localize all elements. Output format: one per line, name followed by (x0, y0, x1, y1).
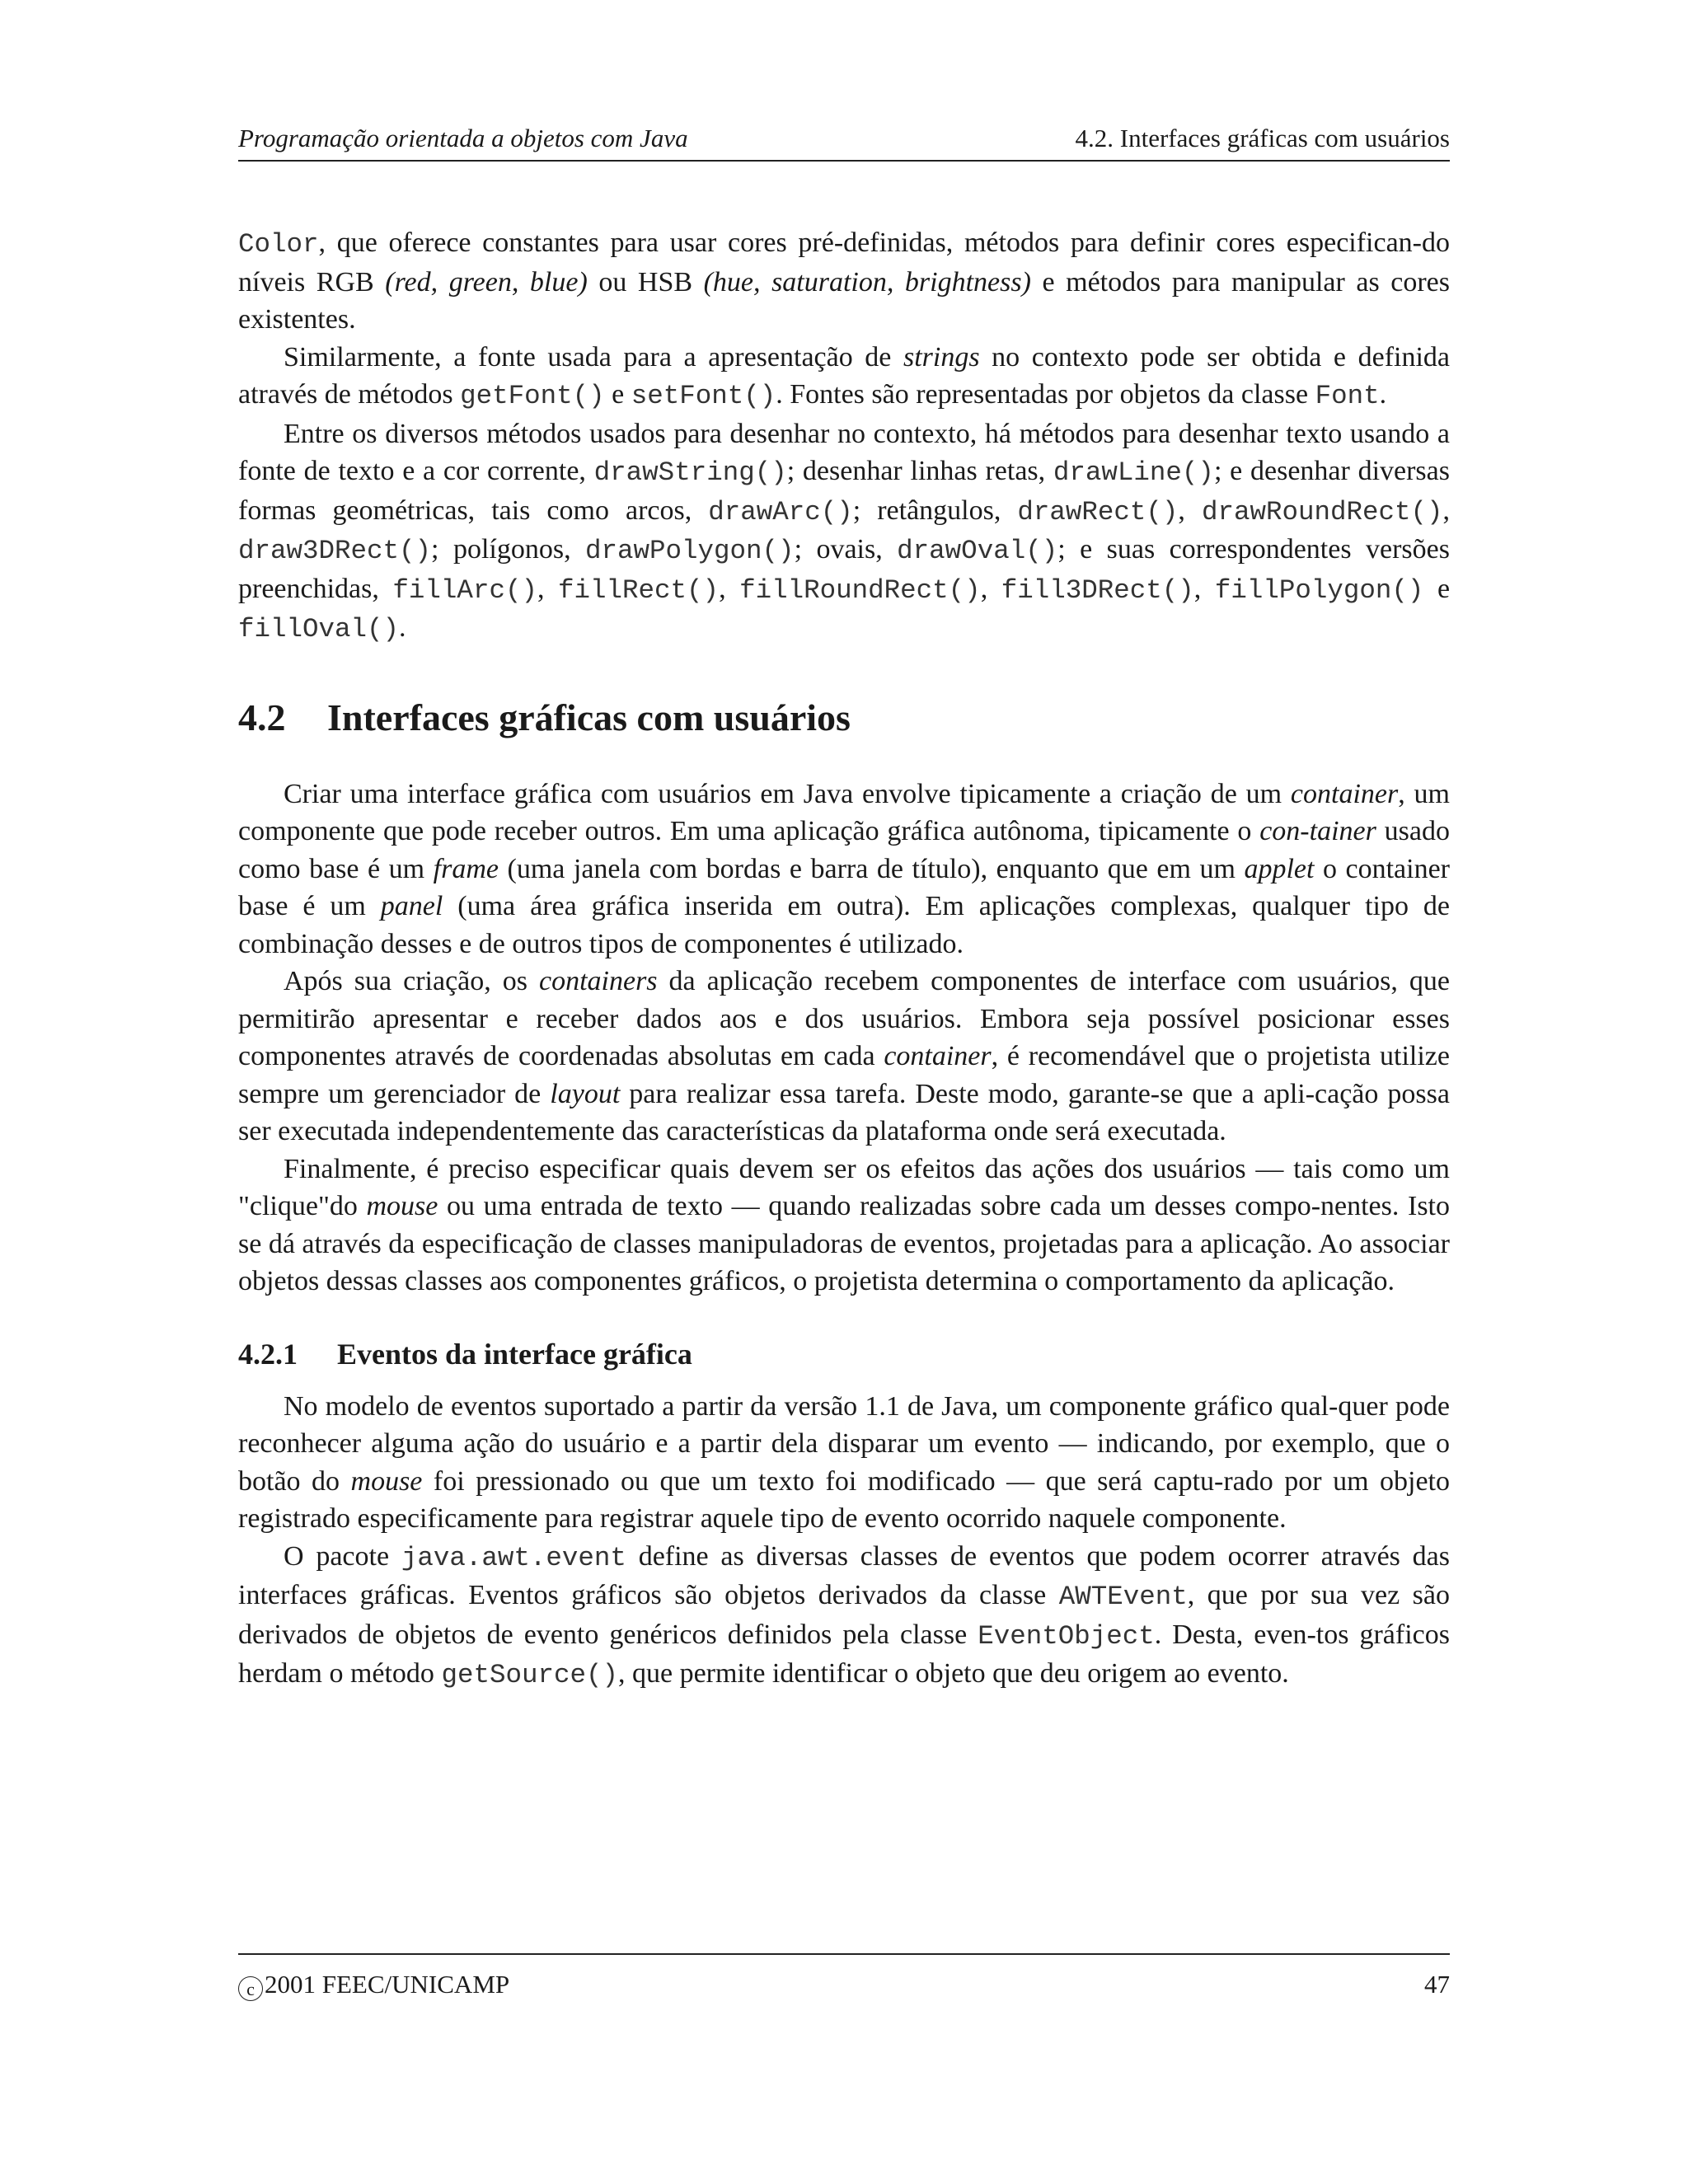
emphasis: container (1290, 778, 1399, 809)
code: drawRoundRect() (1201, 496, 1443, 527)
code: EventObject (978, 1620, 1155, 1652)
text: , (980, 573, 1001, 604)
text: , (537, 573, 559, 604)
text: ; retângulos, (852, 494, 1018, 526)
text: e métodos para manipular as cores existentes. (238, 266, 1451, 335)
text: Similarmente, a fonte usada para a apresentação de (284, 341, 903, 373)
text: , que oferece constantes para usar cores pré-definidas, métodos para definir cores especifican-do níveis RGB (238, 227, 1450, 298)
emphasis: strings (903, 341, 980, 373)
text: e (604, 379, 631, 410)
paragraph-events-intro (238, 1151, 1450, 1301)
emphasis: containers (539, 966, 658, 996)
text: ou uma entrada de texto — quando realizadas sobre cada um desses compo-nentes. Isto se dá através da especificação de classes manipuladoras de eventos, projetadas para a aplicação. Ao associar objetos dessas classes aos componentes gráficos, o projetista determina o comportamento da aplicação. (238, 1191, 1450, 1296)
code: fill3DRect() (1001, 574, 1194, 606)
paragraph-color (238, 224, 1450, 339)
subsection-number: 4.2.1 (238, 1337, 298, 1371)
text: , que por sua vez são derivados de objetos de evento genéricos definidos pela classe (238, 1580, 1450, 1650)
text: (uma área gráfica inserida em outra). Em aplicações complexas, qualquer tipo de combinação desses e de outros tipos de componentes é utilizado. (238, 891, 1450, 959)
header-section-title: 4.2. Interfaces gráficas com usuários (1075, 124, 1450, 152)
emphasis: applet (1244, 853, 1315, 884)
paragraph-font (238, 339, 1450, 415)
text: . Desta, even-tos gráficos herdam o método (238, 1619, 1450, 1689)
text: ; e desenhar diversas formas geométricas, tais como arcos, (238, 456, 1450, 526)
text: , (1442, 494, 1450, 526)
text: . (1379, 379, 1387, 410)
code: drawString() (593, 457, 787, 488)
text: Entre os diversos métodos usados para desenhar no contexto, há métodos para desenhar texto usando a fonte de texto e a cor corrente, (238, 418, 1450, 486)
paragraph-awt-event (238, 1538, 1450, 1694)
code: getFont() (460, 381, 605, 411)
text: Criar uma interface gráfica com usuários em Java envolve tipicamente a criação de um (284, 778, 1291, 809)
text: . (399, 612, 406, 643)
text: foi pressionado ou que um texto foi modificado — que será captu-rado por um objeto registrado especificamente para registrar aquele tipo de evento ocorrido naquele componente. (238, 1465, 1450, 1534)
text: . Fontes são representadas por objetos da classe (776, 379, 1315, 410)
text: ; ovais, (794, 534, 898, 565)
code: fillRect() (558, 574, 720, 606)
text: No modelo de eventos suportado a partir da versão 1.1 de Java, um componente gráfico qual-quer pode reconhecer alguma ação do usuário e a partir dela disparar um evento — indicando, por exemplo, que o botão do (238, 1390, 1450, 1497)
code: setFont() (631, 381, 776, 411)
code: fillRoundRect() (739, 574, 981, 606)
code: java.awt.event (401, 1542, 626, 1573)
text: Finalmente, é preciso especificar quais devem ser os efeitos das ações dos usuários — tais como um "clique"do (238, 1153, 1450, 1221)
subsection-title: Eventos da interface gráfica (337, 1337, 692, 1371)
code: Font (1315, 381, 1380, 411)
text: usado como base é um (238, 816, 1450, 884)
text: O pacote (284, 1540, 401, 1572)
code: drawLine() (1053, 457, 1214, 488)
text: ; desenhar linhas retas, (786, 456, 1053, 486)
text: (uma janela com bordas e barra de título), enquanto que em um (498, 853, 1245, 884)
section-heading (238, 695, 1450, 741)
text: ou HSB (587, 266, 704, 298)
paragraph-container (238, 776, 1450, 963)
code: fillPolygon() (1214, 574, 1424, 606)
section-title: Interfaces gráficas com usuários (327, 696, 851, 738)
emphasis: con-tainer (1259, 816, 1376, 846)
emphasis: mouse (350, 1465, 423, 1497)
footer-copyright-text: 2001 FEEC/UNICAMP (265, 1970, 510, 1999)
running-header (238, 120, 1450, 162)
text: no contexto pode ser obtida e definida através de métodos (238, 341, 1451, 410)
text: para realizar essa tarefa. Deste modo, garante-se que a apli-cação possa ser executada independentemente das características da plataforma onde será executada. (238, 1078, 1450, 1146)
text: da aplicação recebem componentes de interface com usuários, que permitirão apresentar e receber dados aos e dos usuários. Embora seja possível posicionar esses componentes através de coordenadas absolutas em cada (238, 966, 1450, 1071)
text: ; polígonos, (431, 534, 586, 565)
text: , um componente que pode receber outros. Em uma aplicação gráfica autônoma, tipicamente o (238, 778, 1450, 846)
code: drawArc() (708, 496, 853, 527)
text: , é recomendável que o projetista utilize sempre um gerenciador de (238, 1041, 1450, 1109)
code: fillArc() (392, 574, 537, 606)
text: Após sua criação, os (284, 966, 539, 996)
emphasis: (hue, saturation, brightness) (703, 266, 1031, 298)
code: drawOval() (897, 536, 1058, 566)
code: fillOval() (238, 614, 400, 644)
section-number: 4.2 (238, 696, 286, 738)
paragraph-event-model (238, 1388, 1450, 1538)
text: , (1178, 494, 1202, 526)
code: draw3DRect() (238, 536, 432, 566)
code: drawPolygon() (585, 536, 795, 566)
text: ; e suas correspondentes versões preenchidas, (238, 534, 1450, 604)
document-page (238, 0, 1450, 2184)
text: , (719, 573, 740, 604)
paragraph-layout (238, 963, 1450, 1151)
header-book-title: Programação orientada a objetos com Java (238, 124, 688, 152)
text: , (1193, 573, 1215, 604)
body-text (238, 224, 1450, 1694)
text: , que permite identificar o objeto que deu origem ao evento. (617, 1658, 1289, 1689)
footer-copyright (238, 1970, 509, 2001)
emphasis: layout (550, 1078, 621, 1109)
code: getSource() (441, 1660, 618, 1690)
text: e (1423, 573, 1451, 604)
subsection-heading (238, 1335, 1450, 1373)
page-number: 47 (1424, 1970, 1450, 1999)
emphasis: (red, green, blue) (385, 266, 588, 298)
emphasis: frame (433, 853, 499, 884)
code: AWTEvent (1058, 1582, 1188, 1612)
code: drawRect() (1017, 496, 1179, 527)
copyright-icon: c (238, 1976, 263, 2001)
text: o container base é um (238, 853, 1450, 921)
emphasis: container (884, 1041, 992, 1071)
emphasis: mouse (366, 1191, 438, 1221)
page-footer (238, 1953, 1450, 1999)
code-color: Color (238, 229, 319, 260)
paragraph-draw-methods (238, 415, 1450, 649)
text: define as diversas classes de eventos que podem ocorrer através das interfaces gráficas. Eventos gráficos são objetos derivados da classe (238, 1540, 1450, 1610)
emphasis: panel (380, 891, 443, 921)
